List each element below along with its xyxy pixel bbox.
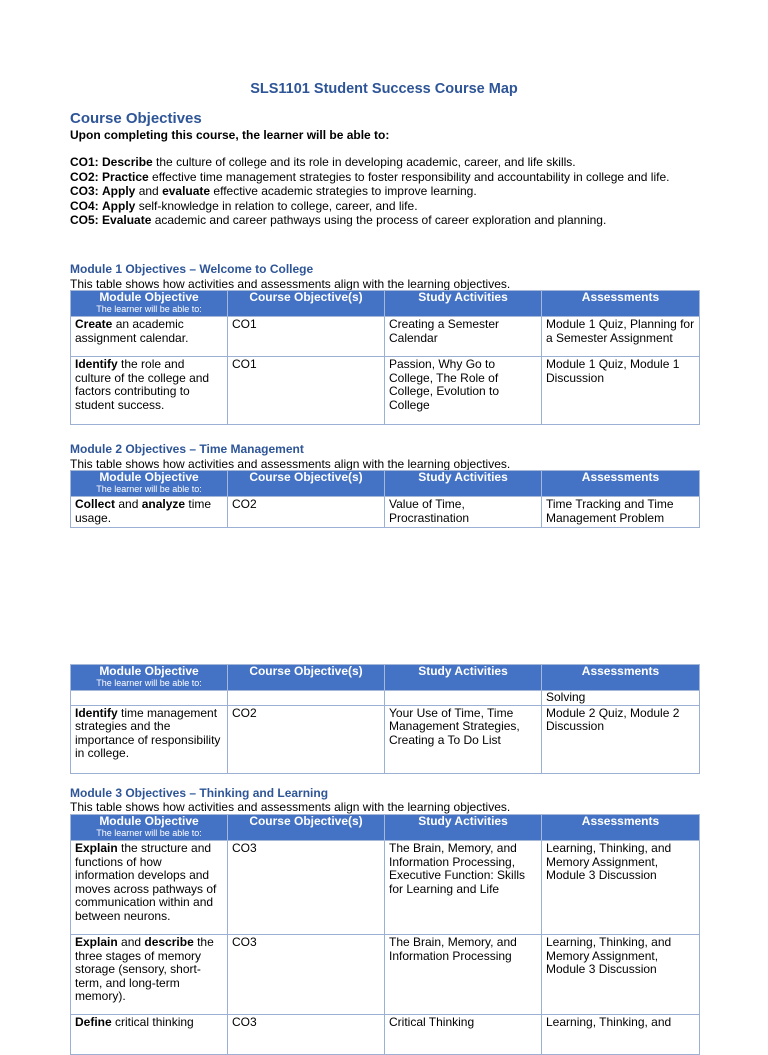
table-row-continued: [71, 691, 700, 706]
header-assessments: Assessments: [542, 665, 700, 691]
table-row: [71, 1015, 700, 1055]
study-activities-cell: Passion, Why Go to College, The Role of College, Evolution to College: [385, 357, 542, 425]
study-activities-cell: Critical Thinking: [385, 1015, 542, 1055]
table-row: [71, 497, 700, 528]
study-activities-cell: Creating a Semester Calendar: [385, 317, 542, 357]
header-study-activities: Study Activities: [385, 815, 542, 841]
objectives-intro: Upon completing this course, the learner will be able to:: [70, 128, 390, 142]
header-course-objectives: Course Objective(s): [228, 815, 385, 841]
header-module-objective: Module Objective The learner will be able to:: [71, 471, 228, 497]
study-activities-cell: The Brain, Memory, and Information Processing: [385, 935, 542, 1015]
table-header-row: [71, 665, 700, 691]
header-module-objective: Module Objective The learner will be able to:: [71, 291, 228, 317]
module-objective-cell: Define critical thinking: [71, 1015, 228, 1055]
module-2-heading: Module 2 Objectives – Time Management: [70, 442, 304, 456]
study-activities-cell: Your Use of Time, Time Management Strategies, Creating a To Do List: [385, 705, 542, 773]
module-1-heading: Module 1 Objectives – Welcome to College: [70, 262, 314, 276]
table-row: [71, 357, 700, 425]
header-assessments: Assessments: [542, 815, 700, 841]
module-3-heading: Module 3 Objectives – Thinking and Learning: [70, 786, 329, 800]
table-header-row: [71, 291, 700, 317]
assessments-cell: Time Tracking and Time Management Problem: [542, 497, 700, 528]
study-activities-cell: The Brain, Memory, and Information Processing, Executive Function: Skills for Learning and Life: [385, 841, 542, 935]
course-objective-3: CO3: Apply and evaluate effective academic strategies to improve learning.: [70, 184, 477, 198]
course-objective-1: CO1: Describe the culture of college and its role in developing academic, career, and life skills.: [70, 155, 576, 169]
study-activities-cell: [385, 691, 542, 706]
header-study-activities: Study Activities: [385, 665, 542, 691]
course-objective-cell: CO3: [228, 1015, 385, 1055]
course-objective-5: CO5: Evaluate academic and career pathways using the process of career exploration and planning.: [70, 213, 607, 227]
module-2-table-continued: [70, 664, 700, 774]
header-course-objectives: Course Objective(s): [228, 665, 385, 691]
module-3-table: [70, 814, 700, 1055]
header-module-objective: Module Objective The learner will be able to:: [71, 665, 228, 691]
module-objective-cell: Collect and analyze time usage.: [71, 497, 228, 528]
assessments-cell: Learning, Thinking, and: [542, 1015, 700, 1055]
course-objective-cell: CO1: [228, 317, 385, 357]
module-2-subtitle: This table shows how activities and assessments align with the learning objectives.: [70, 457, 511, 471]
course-objective-2: CO2: Practice effective time management strategies to foster responsibility and accountability in college and life.: [70, 169, 670, 184]
table-row: [71, 935, 700, 1015]
table-header-row: [71, 815, 700, 841]
assessments-cell: Learning, Thinking, and Memory Assignment, Module 3 Discussion: [542, 935, 700, 1015]
course-objective-cell: CO1: [228, 357, 385, 425]
table-header-row: [71, 471, 700, 497]
module-3-subtitle: This table shows how activities and assessments align with the learning objectives.: [70, 800, 511, 814]
module-objective-cell: [71, 691, 228, 706]
course-objective-cell: [228, 691, 385, 706]
course-objective-cell: CO2: [228, 497, 385, 528]
header-module-objective: Module Objective The learner will be able to:: [71, 815, 228, 841]
document-title: SLS1101 Student Success Course Map: [250, 81, 518, 97]
module-objective-cell: Identify time management strategies and the importance of responsibility in college.: [71, 705, 228, 773]
header-course-objectives: Course Objective(s): [228, 471, 385, 497]
assessments-cell: Solving: [542, 691, 700, 706]
header-course-objectives: Course Objective(s): [228, 291, 385, 317]
module-1-table: [70, 290, 700, 425]
course-objective-4: CO4: Apply self-knowledge in relation to college, career, and life.: [70, 198, 418, 213]
course-objectives-heading: Course Objectives: [70, 110, 202, 127]
course-objectives-list: [70, 155, 710, 228]
table-row: [71, 705, 700, 773]
module-1-subtitle: This table shows how activities and assessments align with the learning objectives.: [70, 277, 511, 291]
study-activities-cell: Value of Time, Procrastination: [385, 497, 542, 528]
module-objective-cell: Explain the structure and functions of how information develops and moves across pathways of communication within and between neurons.: [71, 841, 228, 935]
course-objective-cell: CO3: [228, 841, 385, 935]
table-row: [71, 841, 700, 935]
assessments-cell: Module 2 Quiz, Module 2 Discussion: [542, 705, 700, 773]
module-2-table: [70, 470, 700, 528]
table-row: [71, 317, 700, 357]
header-assessments: Assessments: [542, 291, 700, 317]
header-study-activities: Study Activities: [385, 471, 542, 497]
module-objective-cell: Identify the role and culture of the college and factors contributing to student success.: [71, 357, 228, 425]
header-assessments: Assessments: [542, 471, 700, 497]
module-objective-cell: Explain and describe the three stages of memory storage (sensory, short-term, and long-term memory).: [71, 935, 228, 1015]
assessments-cell: Learning, Thinking, and Memory Assignment, Module 3 Discussion: [542, 841, 700, 935]
assessments-cell: Module 1 Quiz, Planning for a Semester Assignment: [542, 317, 700, 357]
header-study-activities: Study Activities: [385, 291, 542, 317]
module-objective-cell: Create an academic assignment calendar.: [71, 317, 228, 357]
course-objective-cell: CO3: [228, 935, 385, 1015]
assessments-cell: Module 1 Quiz, Module 1 Discussion: [542, 357, 700, 425]
course-objective-cell: CO2: [228, 705, 385, 773]
